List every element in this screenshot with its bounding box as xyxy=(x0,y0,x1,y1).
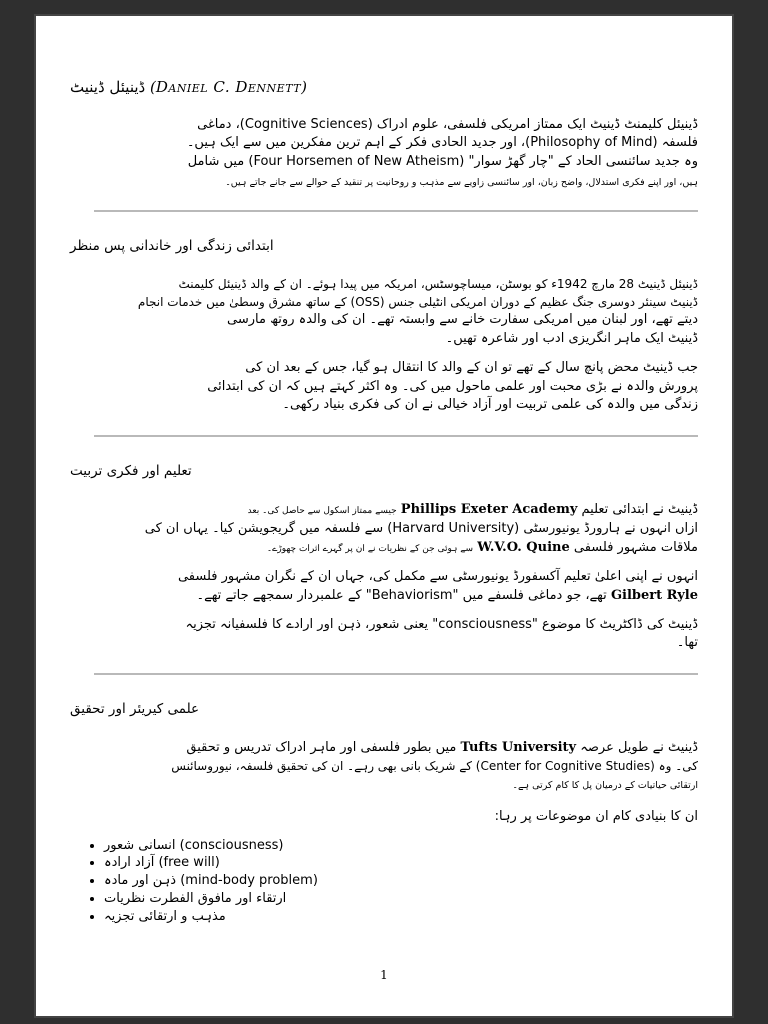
document-page xyxy=(34,14,734,1018)
section-divider xyxy=(94,210,698,212)
paragraph-line: زندگی میں والدہ کی علمی تربیت اور آزاد خیالی نے ان کی فکری بنیاد رکھی۔ xyxy=(282,397,698,413)
paragraph-line xyxy=(70,539,698,558)
bold-name: W.V.O. Quine xyxy=(477,539,570,555)
topics-intro: ان کا بنیادی کام ان موضوعات پر رہا: xyxy=(494,808,698,824)
list-item: • ارتقاء اور مافوق الفطرت نظریات xyxy=(104,890,698,908)
paragraph-line xyxy=(70,739,698,758)
section-title-education: تعلیم اور فکری تربیت xyxy=(70,463,192,480)
list-item: • ذہن اور مادہ (mind-body problem) xyxy=(104,872,698,890)
intro-small-line: ہیں، اور اپنے فکری استدلال، واضح زبان، اور سائنسی زاویے سے مذہب و روحانیت پر تنقید کے حوالے سے جانے جاتے ہیں۔ xyxy=(225,177,698,189)
bold-name: Gilbert Ryle xyxy=(610,587,698,603)
bold-name: Phillips Exeter Academy xyxy=(400,502,578,518)
paragraph-text: میں بطور فلسفی اور ماہر ادراک تدریس و تحقیق xyxy=(186,740,457,756)
intro-line: ڈینیئل کلیمنٹ ڈینیٹ ایک ممتاز امریکی فلسفی، علوم ادراک (Cognitive Sciences)، دماغی xyxy=(197,116,698,132)
paragraph-line xyxy=(70,587,698,606)
paragraph-line: دیتے تھے، اور لبنان میں امریکی سفارت خانے سے وابستہ تھے۔ ان کی والدہ روتھ مارسی xyxy=(227,312,698,328)
intro-line: وہ جدید سائنسی الحاد کے "چار گھڑ سوار" (Four Horsemen of New Atheism) میں شامل xyxy=(187,154,698,170)
early-life-paragraph-1 xyxy=(70,276,698,348)
paragraph-text: تھے، جو دماغی فلسفے میں "Behaviorism" کے علمبردار سمجھے جاتے تھے۔ xyxy=(196,587,607,603)
paragraph-small-text: سے ہوئی جن کے نظریات نے ان پر گہرے اثرات چھوڑے۔ xyxy=(266,543,474,554)
page-title xyxy=(70,78,698,98)
paragraph-line: ازاں انہوں نے ہارورڈ یونیورسٹی (Harvard University) سے فلسفہ میں گریجویشن کیا۔ یہاں ان کی xyxy=(144,521,698,537)
intro-paragraph xyxy=(70,116,698,173)
career-paragraph-1 xyxy=(70,739,698,775)
paragraph-line: ڈینیئل ڈینیٹ 28 مارچ 1942ء کو بوسٹن، میساچوسٹس، امریکہ میں پیدا ہوئے۔ ان کے والد ڈینیئل کلیمنٹ xyxy=(178,277,698,292)
paragraph-line: کی۔ وہ (Center for Cognitive Studies) کے شریک بانی بھی رہے۔ ان کی تحقیق فلسفہ، نیوروسائنس xyxy=(171,759,698,774)
section-title-career: علمی کیریئر اور تحقیق xyxy=(70,701,200,718)
early-life-paragraph-2 xyxy=(70,359,698,416)
paragraph-line: ڈینیٹ ایک ماہر انگریزی ادب اور شاعرہ تھیں۔ xyxy=(445,330,698,346)
page-number: 1 xyxy=(380,968,388,982)
section-divider xyxy=(94,673,698,675)
document-content xyxy=(70,78,698,926)
paragraph-line: ڈینیٹ کی ڈاکٹریٹ کا موضوع "consciousness" یعنی شعور، ذہن اور ارادے کا فلسفیانہ تجزیہ xyxy=(185,616,698,632)
section-title-early-life: ابتدائی زندگی اور خاندانی پس منظر xyxy=(70,238,274,255)
list-item: • انسانی شعور (consciousness) xyxy=(104,837,698,855)
title-latin: (Daniel C. Dennett) xyxy=(149,78,307,96)
section-divider xyxy=(94,435,698,437)
paragraph-small-text: جیسے ممتاز اسکول سے حاصل کی۔ بعد xyxy=(247,506,397,517)
education-paragraph-3 xyxy=(70,616,698,654)
topics-list xyxy=(84,837,698,927)
list-item: • مذہب و ارتقائی تجزیہ xyxy=(104,908,698,926)
paragraph-text: ڈینیٹ نے طویل عرصہ xyxy=(580,740,698,756)
paragraph-line: تھا۔ xyxy=(676,635,698,651)
bold-name: Tufts University xyxy=(460,740,577,756)
intro-line: فلسفہ (Philosophy of Mind)، اور جدید الحادی فکر کے اہم ترین مفکرین میں سے ایک ہیں۔ xyxy=(186,135,698,151)
paragraph-line: انہوں نے اپنی اعلیٰ تعلیم آکسفورڈ یونیورسٹی سے مکمل کی، جہاں ان کے نگران مشہور فلسفی xyxy=(177,568,698,584)
paragraph-line: پرورش والدہ نے بڑی محبت اور علمی ماحول میں کی۔ وہ اکثر کہتے ہیں کہ ان کی ابتدائی xyxy=(207,378,698,394)
education-paragraph-1 xyxy=(70,501,698,558)
education-paragraph-2 xyxy=(70,568,698,606)
paragraph-line: جب ڈینیٹ محض پانچ سال کے تھے تو ان کے والد کا انتقال ہو گیا، جس کے بعد ان کی xyxy=(245,359,698,375)
career-small-line: ارتقائی حیاتیات کے درمیان پل کا کام کرتی ہے۔ xyxy=(512,780,698,792)
title-urdu: ڈینیئل ڈینیٹ xyxy=(70,78,146,96)
list-item: • آزاد ارادہ (free will) xyxy=(104,854,698,872)
paragraph-line xyxy=(70,501,698,520)
paragraph-text: ملاقات مشہور فلسفی xyxy=(573,539,698,555)
paragraph-text: ڈینیٹ نے ابتدائی تعلیم xyxy=(581,502,698,518)
paragraph-line: ڈینیٹ سینئر دوسری جنگ عظیم کے دوران امریکی انٹیلی جنس (OSS) کے ساتھ مشرق وسطیٰ میں خدمات انجام xyxy=(137,294,698,309)
